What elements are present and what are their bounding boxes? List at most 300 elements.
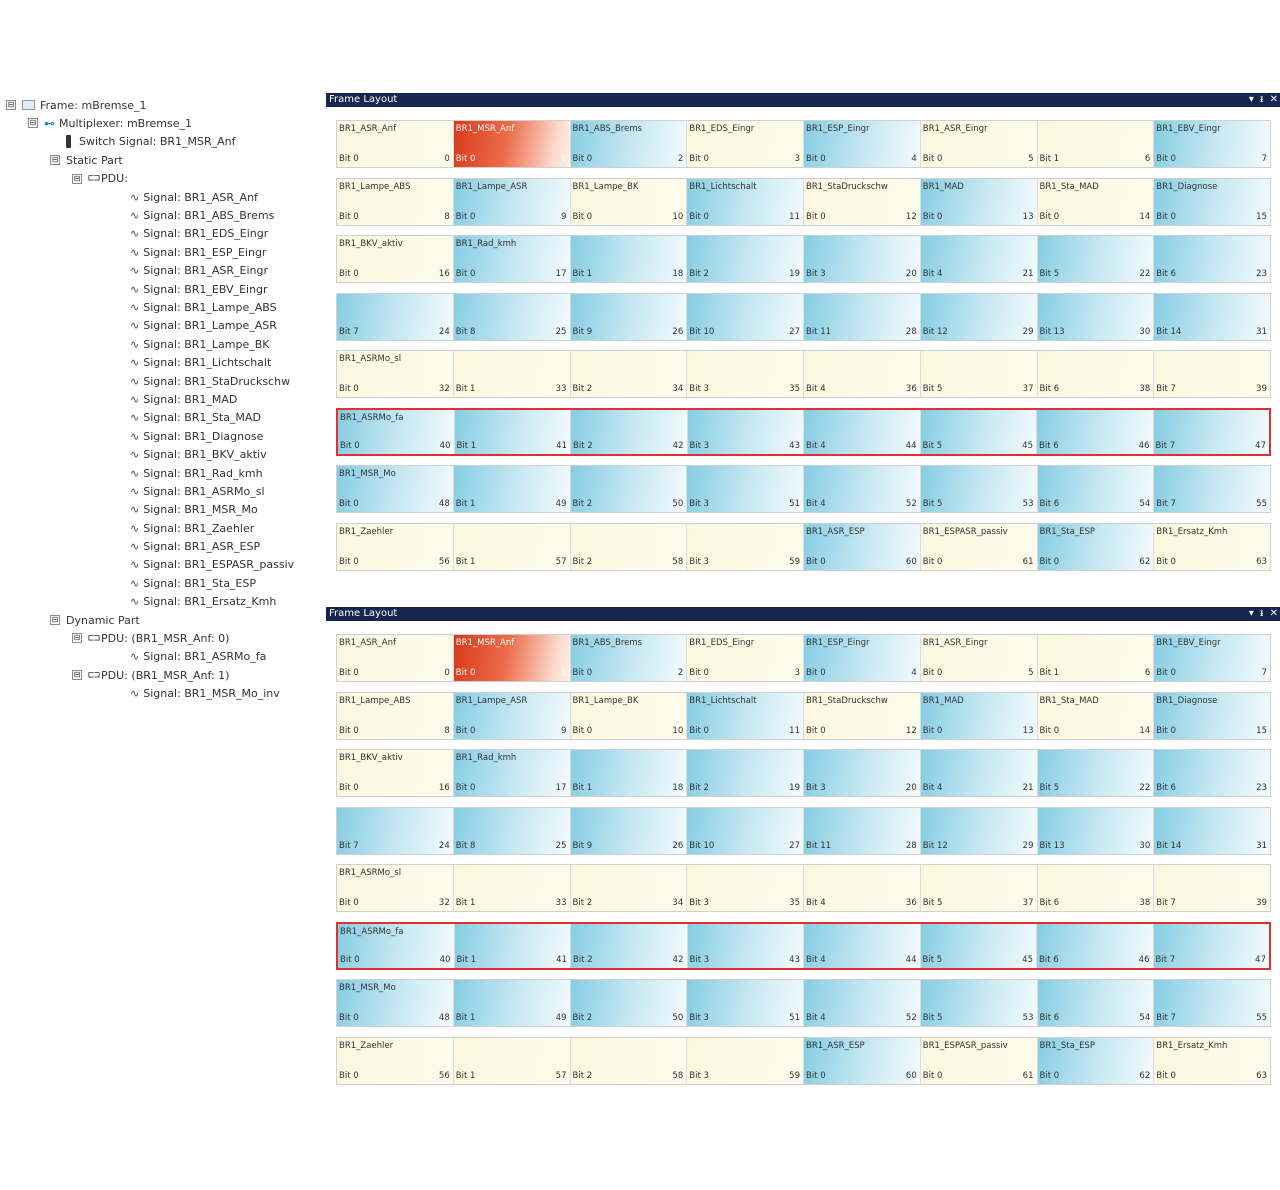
bit-position-number: 45 — [1022, 440, 1033, 451]
tree-signal-item[interactable] — [6, 243, 318, 261]
tree-signal-item[interactable] — [6, 372, 318, 390]
close-icon[interactable]: ✕ — [1269, 608, 1278, 619]
bit-position-number: 35 — [789, 898, 800, 908]
signal-name-label: BR1_Rad_kmh — [455, 753, 517, 763]
bit-label: Bit 8 — [455, 326, 476, 337]
bit-cell[interactable] — [687, 524, 804, 570]
bit-cell[interactable] — [571, 1038, 688, 1084]
bit-cell[interactable] — [337, 865, 454, 911]
bit-label: Bit 2 — [572, 556, 593, 567]
bit-cell[interactable] — [1038, 1038, 1155, 1084]
bit-cell[interactable] — [1038, 466, 1155, 512]
tree-signal-item[interactable] — [6, 501, 318, 519]
bit-cell[interactable] — [921, 693, 1038, 739]
bit-cell[interactable] — [1154, 865, 1270, 911]
bit-cell[interactable] — [454, 466, 571, 512]
byte-row-highlighted — [336, 922, 1271, 970]
bit-cell[interactable] — [571, 236, 688, 282]
tree-signal-item[interactable] — [6, 537, 318, 555]
signal-name-label: BR1_ASR_Anf — [339, 124, 396, 134]
bit-cell[interactable] — [687, 466, 804, 512]
tree-signal-item[interactable] — [6, 353, 318, 371]
tree-signal-item[interactable] — [6, 188, 318, 206]
bit-cell[interactable] — [804, 924, 921, 968]
bit-cell[interactable] — [688, 410, 805, 454]
signal-name-label: BR1_Sta_MAD — [1039, 695, 1099, 706]
tree-signal-item[interactable] — [6, 556, 318, 574]
bit-cell[interactable] — [921, 924, 1038, 968]
signal-name-label: BR1_Sta_ESP — [1039, 1040, 1095, 1051]
bit-cell[interactable] — [571, 294, 688, 340]
tree-signal-item[interactable] — [6, 593, 318, 611]
collapse-toggle-icon[interactable]: ⊟ — [29, 118, 37, 128]
dropdown-icon[interactable]: ▾ — [1248, 94, 1254, 105]
panel-title: Frame Layout — [329, 608, 398, 619]
bit-cell[interactable] — [337, 466, 454, 512]
bit-label: Bit 0 — [339, 898, 359, 908]
bit-cell[interactable] — [454, 121, 571, 167]
tree-node-label: Signal: BR1_ASRMo_fa — [143, 650, 267, 664]
bit-position-number: 6 — [1144, 154, 1151, 164]
bit-label: Bit 0 — [339, 211, 359, 222]
bit-cell[interactable] — [454, 294, 571, 340]
tree-signal-item[interactable] — [6, 648, 318, 666]
panel-titlebar — [326, 607, 1280, 621]
tree-node[interactable] — [6, 666, 318, 684]
bit-cell[interactable] — [1038, 980, 1155, 1026]
bit-cell[interactable] — [921, 466, 1038, 512]
bit-position-number: 56 — [438, 556, 450, 567]
bit-cell[interactable] — [1154, 466, 1270, 512]
tree-signal-item[interactable] — [6, 482, 318, 500]
bit-label: Bit 6 — [1039, 384, 1060, 394]
bit-cell[interactable] — [687, 808, 804, 854]
bit-cell[interactable] — [454, 236, 571, 282]
signal-name-label: BR1_ASR_Anf — [339, 638, 396, 648]
bit-position-number: 21 — [1022, 269, 1034, 279]
bit-cell[interactable] — [1154, 294, 1270, 340]
bit-label: Bit 6 — [1039, 440, 1059, 451]
bit-cell[interactable] — [804, 410, 921, 454]
bit-cell[interactable] — [571, 808, 688, 854]
bit-cell[interactable] — [1154, 750, 1270, 796]
tree-signal-item[interactable] — [6, 280, 318, 298]
bit-cell[interactable] — [454, 179, 571, 225]
bit-cell[interactable] — [1038, 179, 1155, 225]
signal-icon: ∿ — [130, 282, 139, 296]
bit-cell[interactable] — [687, 1038, 804, 1084]
bit-cell[interactable] — [571, 121, 688, 167]
bit-cell[interactable] — [337, 236, 454, 282]
panel-title: Frame Layout — [329, 94, 398, 105]
bit-label: Bit 0 — [339, 725, 359, 736]
bit-label: Bit 14 — [1156, 326, 1182, 337]
bit-cell[interactable] — [1154, 980, 1270, 1026]
tree-node-label: Switch Signal: BR1_MSR_Anf — [79, 135, 236, 149]
bit-cell[interactable] — [804, 808, 921, 854]
bit-label: Bit 2 — [573, 440, 593, 451]
tree-signal-item[interactable] — [6, 390, 318, 408]
bit-cell[interactable] — [804, 750, 921, 796]
signal-icon: ∿ — [130, 245, 139, 259]
bit-cell[interactable] — [454, 351, 571, 397]
bit-position-number: 1 — [561, 668, 567, 678]
bit-label: Bit 0 — [572, 668, 593, 678]
bit-cell[interactable] — [687, 351, 804, 397]
bit-position-number: 8 — [444, 725, 450, 736]
bit-cell[interactable] — [921, 121, 1038, 167]
signal-name-label: BR1_Sta_ESP — [1039, 526, 1095, 537]
bit-cell[interactable] — [1038, 808, 1155, 854]
bit-cell[interactable] — [455, 410, 572, 454]
bit-position-number: 57 — [555, 556, 567, 567]
tree-node-label: Signal: BR1_ASR_Eingr — [143, 264, 269, 278]
signal-name-label: BR1_ASRMo_fa — [340, 412, 404, 423]
tree-node[interactable] — [6, 114, 318, 132]
bit-position-number: 20 — [905, 269, 917, 279]
bit-cell[interactable] — [454, 865, 571, 911]
bit-cell[interactable] — [921, 1038, 1038, 1084]
bit-cell[interactable] — [571, 466, 688, 512]
bit-cell[interactable] — [687, 179, 804, 225]
tree-signal-item[interactable] — [6, 335, 318, 353]
bit-cell[interactable] — [1154, 179, 1270, 225]
bit-position-number: 4 — [911, 668, 917, 678]
bit-label: Bit 0 — [806, 556, 826, 567]
bit-position-number: 23 — [1256, 783, 1267, 793]
close-icon[interactable]: ✕ — [1269, 94, 1278, 105]
bit-label: Bit 0 — [1156, 725, 1176, 736]
bit-position-number: 54 — [1139, 1013, 1151, 1023]
bit-position-number: 51 — [789, 1013, 800, 1023]
bit-position-number: 37 — [1022, 898, 1034, 908]
bit-cell[interactable] — [1037, 924, 1154, 968]
bit-label: Bit 0 — [806, 154, 826, 164]
bit-label: Bit 0 — [1039, 556, 1060, 567]
tree-node-label: Signal: BR1_Diagnose — [143, 429, 264, 443]
bit-position-number: 56 — [438, 1070, 450, 1081]
signal-name-label: BR1_Lampe_ABS — [339, 181, 411, 192]
tree-signal-item[interactable] — [6, 262, 318, 280]
tree-signal-item[interactable] — [6, 317, 318, 335]
bit-cell[interactable] — [1038, 294, 1155, 340]
signal-icon: ∿ — [130, 687, 139, 701]
bit-cell[interactable] — [337, 808, 454, 854]
bit-cell[interactable] — [804, 179, 921, 225]
bit-cell[interactable] — [1037, 410, 1154, 454]
bit-label: Bit 0 — [340, 954, 360, 965]
bit-cell[interactable] — [571, 693, 688, 739]
bit-label: Bit 1 — [572, 269, 593, 279]
bit-cell[interactable] — [687, 294, 804, 340]
bit-cell[interactable] — [1154, 121, 1270, 167]
bit-cell[interactable] — [687, 865, 804, 911]
bit-cell[interactable] — [571, 351, 688, 397]
bit-cell[interactable] — [1154, 236, 1270, 282]
bit-cell[interactable] — [804, 980, 921, 1026]
signal-name-label: BR1_ABS_Brems — [572, 638, 643, 648]
signal-name-label: BR1_MSR_Mo — [339, 983, 396, 993]
bit-label: Bit 14 — [1156, 840, 1182, 851]
bit-position-number: 62 — [1139, 556, 1151, 567]
bit-cell[interactable] — [921, 410, 1038, 454]
bit-cell[interactable] — [804, 635, 921, 681]
tree-node[interactable] — [6, 170, 318, 188]
signal-name-label: BR1_Lampe_ABS — [339, 695, 411, 706]
bit-label: Bit 6 — [1156, 783, 1176, 793]
bit-cell[interactable] — [1038, 351, 1155, 397]
bit-position-number: 17 — [555, 269, 567, 279]
bit-label: Bit 4 — [922, 783, 943, 793]
bit-label: Bit 5 — [1039, 783, 1060, 793]
signal-name-label: BR1_MSR_Anf — [455, 124, 515, 134]
bit-cell[interactable] — [337, 179, 454, 225]
bit-cell[interactable] — [454, 980, 571, 1026]
bit-cell[interactable] — [687, 693, 804, 739]
bit-cell[interactable] — [571, 924, 688, 968]
bit-cell[interactable] — [804, 351, 921, 397]
tree-signal-item[interactable] — [6, 206, 318, 224]
bit-cell[interactable] — [921, 865, 1038, 911]
bit-cell[interactable] — [455, 924, 572, 968]
bit-cell[interactable] — [1154, 1038, 1270, 1084]
bit-cell[interactable] — [687, 635, 804, 681]
signal-name-label: BR1_EBV_Eingr — [1156, 124, 1221, 134]
byte-row — [336, 293, 1271, 341]
bit-cell[interactable] — [1038, 750, 1155, 796]
bit-cell[interactable] — [454, 693, 571, 739]
bit-cell[interactable] — [571, 179, 688, 225]
pin-icon[interactable]: ᵻ — [1259, 94, 1264, 105]
signal-name-label: BR1_Ersatz_Kmh — [1156, 526, 1228, 537]
bit-label: Bit 1 — [455, 384, 476, 394]
bit-cell[interactable] — [1038, 121, 1155, 167]
signal-icon: ∿ — [130, 411, 139, 425]
bit-cell[interactable] — [804, 524, 921, 570]
bit-position-number: 36 — [905, 384, 917, 394]
bit-cell[interactable] — [1038, 635, 1155, 681]
collapse-toggle-icon[interactable]: ⊟ — [51, 614, 59, 624]
tree-node[interactable] — [6, 96, 318, 114]
bit-cell[interactable] — [687, 750, 804, 796]
bit-position-number: 28 — [905, 326, 917, 337]
tree-node-label: Signal: BR1_ABS_Brems — [143, 209, 275, 223]
bit-cell[interactable] — [1154, 635, 1270, 681]
bit-label: Bit 0 — [339, 499, 359, 509]
bit-position-number: 43 — [789, 440, 800, 451]
tree-node-label: Signal: BR1_ESP_Eingr — [143, 245, 267, 259]
bit-cell[interactable] — [921, 179, 1038, 225]
bit-label: Bit 1 — [572, 783, 593, 793]
bit-cell[interactable] — [804, 466, 921, 512]
tree-node[interactable] — [6, 629, 318, 647]
tree-node-label: Signal: BR1_ASR_Anf — [143, 190, 258, 204]
bit-position-number: 6 — [1144, 668, 1151, 678]
bit-label: Bit 5 — [922, 898, 943, 908]
tree-node[interactable] — [6, 611, 318, 629]
tree-signal-item[interactable] — [6, 427, 318, 445]
bit-cell[interactable] — [337, 524, 454, 570]
bit-cell[interactable] — [921, 524, 1038, 570]
tree-signal-item[interactable] — [6, 574, 318, 592]
bit-cell[interactable] — [921, 294, 1038, 340]
bit-cell[interactable] — [571, 635, 688, 681]
signal-icon: ∿ — [130, 300, 139, 314]
bit-cell[interactable] — [338, 410, 455, 454]
bit-label: Bit 3 — [689, 1013, 709, 1023]
bit-label: Bit 3 — [689, 499, 709, 509]
bit-cell[interactable] — [1038, 524, 1155, 570]
bit-cell[interactable] — [1038, 865, 1155, 911]
bit-cell[interactable] — [454, 524, 571, 570]
bit-cell[interactable] — [804, 236, 921, 282]
bit-position-number: 35 — [789, 384, 800, 394]
bit-label: Bit 1 — [455, 1070, 476, 1081]
bit-cell[interactable] — [687, 236, 804, 282]
signal-icon: ∿ — [130, 650, 139, 664]
bit-label: Bit 11 — [806, 840, 832, 851]
tree-signal-item[interactable] — [6, 519, 318, 537]
pdu-icon: ⊏⊐ — [88, 669, 101, 681]
bit-position-number: 49 — [555, 1013, 567, 1023]
bit-label: Bit 6 — [1039, 499, 1060, 509]
tree-node[interactable] — [6, 133, 318, 151]
bit-position-number: 28 — [905, 840, 917, 851]
bit-label: Bit 2 — [573, 954, 593, 965]
bit-cell[interactable] — [1154, 924, 1270, 968]
bit-label: Bit 7 — [1156, 898, 1176, 908]
bit-position-number: 2 — [677, 668, 684, 678]
bit-position-number: 47 — [1255, 440, 1266, 451]
bit-position-number: 15 — [1256, 211, 1267, 222]
bit-cell[interactable] — [1154, 808, 1270, 854]
bit-cell[interactable] — [1038, 693, 1155, 739]
pin-icon[interactable]: ᵻ — [1259, 608, 1264, 619]
bit-cell[interactable] — [804, 121, 921, 167]
bit-cell[interactable] — [804, 693, 921, 739]
bit-position-number: 59 — [789, 556, 800, 567]
bit-cell[interactable] — [337, 351, 454, 397]
bit-cell[interactable] — [687, 980, 804, 1026]
bit-cell[interactable] — [337, 635, 454, 681]
signal-name-label: BR1_EDS_Eingr — [689, 638, 755, 648]
bit-position-number: 41 — [556, 440, 567, 451]
panel-titlebar — [326, 93, 1280, 107]
bit-position-number: 0 — [444, 154, 450, 164]
bit-cell[interactable] — [571, 750, 688, 796]
tree-signal-item[interactable] — [6, 409, 318, 427]
collapse-toggle-icon[interactable]: ⊟ — [7, 100, 15, 109]
tree-node[interactable] — [6, 151, 318, 169]
bit-cell[interactable] — [921, 236, 1038, 282]
bit-position-number: 57 — [555, 1070, 567, 1081]
tree-node-label: PDU: — [101, 172, 128, 186]
tree-signal-item[interactable] — [6, 445, 318, 463]
collapse-toggle-icon[interactable]: ⊟ — [73, 633, 81, 643]
bit-cell[interactable] — [337, 693, 454, 739]
bit-position-number: 45 — [1022, 954, 1033, 965]
bit-label: Bit 1 — [456, 440, 477, 451]
signal-icon: ∿ — [130, 429, 139, 443]
bit-cell[interactable] — [571, 410, 688, 454]
bit-cell[interactable] — [571, 524, 688, 570]
tree-node-label: Signal: BR1_Lampe_ASR — [143, 319, 277, 333]
bit-cell[interactable] — [571, 865, 688, 911]
bit-cell[interactable] — [687, 121, 804, 167]
bit-position-number: 18 — [672, 269, 684, 279]
bit-cell[interactable] — [804, 1038, 921, 1084]
signal-icon: ∿ — [130, 448, 139, 462]
bit-cell[interactable] — [921, 635, 1038, 681]
bit-cell[interactable] — [1038, 236, 1155, 282]
bit-cell[interactable] — [921, 351, 1038, 397]
bit-label: Bit 2 — [572, 1013, 593, 1023]
collapse-toggle-icon[interactable]: ⊟ — [73, 173, 81, 183]
collapse-toggle-icon[interactable]: ⊟ — [73, 670, 81, 680]
bit-cell[interactable] — [337, 980, 454, 1026]
bit-cell[interactable] — [921, 808, 1038, 854]
dropdown-icon[interactable]: ▾ — [1248, 608, 1254, 619]
bit-cell[interactable] — [454, 750, 571, 796]
bit-cell[interactable] — [921, 980, 1038, 1026]
bit-cell[interactable] — [338, 924, 455, 968]
bit-label: Bit 5 — [1039, 269, 1060, 279]
bit-position-number: 10 — [672, 211, 684, 222]
collapse-toggle-icon[interactable]: ⊟ — [51, 155, 59, 165]
bit-position-number: 47 — [1255, 954, 1266, 965]
bit-cell[interactable] — [804, 865, 921, 911]
signal-name-label: BR1_BKV_aktiv — [339, 753, 403, 763]
bit-position-number: 22 — [1139, 783, 1151, 793]
bit-position-number: 24 — [438, 840, 450, 851]
tree-node-label: Signal: BR1_Lampe_ABS — [143, 300, 277, 314]
bit-cell[interactable] — [571, 980, 688, 1026]
signal-icon: ∿ — [130, 374, 139, 388]
bit-cell[interactable] — [688, 924, 805, 968]
signal-name-label: BR1_ASR_Eingr — [922, 124, 988, 134]
bit-cell[interactable] — [454, 1038, 571, 1084]
signal-name-label: BR1_MSR_Anf — [455, 638, 515, 648]
bit-label: Bit 0 — [339, 556, 359, 567]
bit-cell[interactable] — [804, 294, 921, 340]
byte-row — [336, 120, 1271, 168]
bit-label: Bit 2 — [689, 783, 709, 793]
bit-label: Bit 9 — [572, 840, 593, 851]
tree-signal-item[interactable] — [6, 225, 318, 243]
bit-cell[interactable] — [921, 750, 1038, 796]
bit-label: Bit 4 — [922, 269, 943, 279]
bit-cell[interactable] — [1154, 351, 1270, 397]
bit-cell[interactable] — [1154, 524, 1270, 570]
bit-cell[interactable] — [337, 1038, 454, 1084]
tree-signal-item[interactable] — [6, 298, 318, 316]
byte-row — [336, 235, 1271, 283]
bit-label: Bit 0 — [1156, 211, 1176, 222]
bit-cell[interactable] — [454, 808, 571, 854]
bit-position-number: 63 — [1256, 1070, 1267, 1081]
bit-cell[interactable] — [1154, 693, 1270, 739]
bit-cell[interactable] — [337, 750, 454, 796]
pdu-icon: ⊏⊐ — [88, 633, 101, 645]
tree-signal-item[interactable] — [6, 464, 318, 482]
bit-cell[interactable] — [337, 121, 454, 167]
tree-signal-item[interactable] — [6, 685, 318, 703]
bit-cell[interactable] — [1154, 410, 1270, 454]
bit-cell[interactable] — [454, 635, 571, 681]
bit-position-number: 18 — [672, 783, 684, 793]
signal-icon: ∿ — [130, 337, 139, 351]
bit-cell[interactable] — [337, 294, 454, 340]
